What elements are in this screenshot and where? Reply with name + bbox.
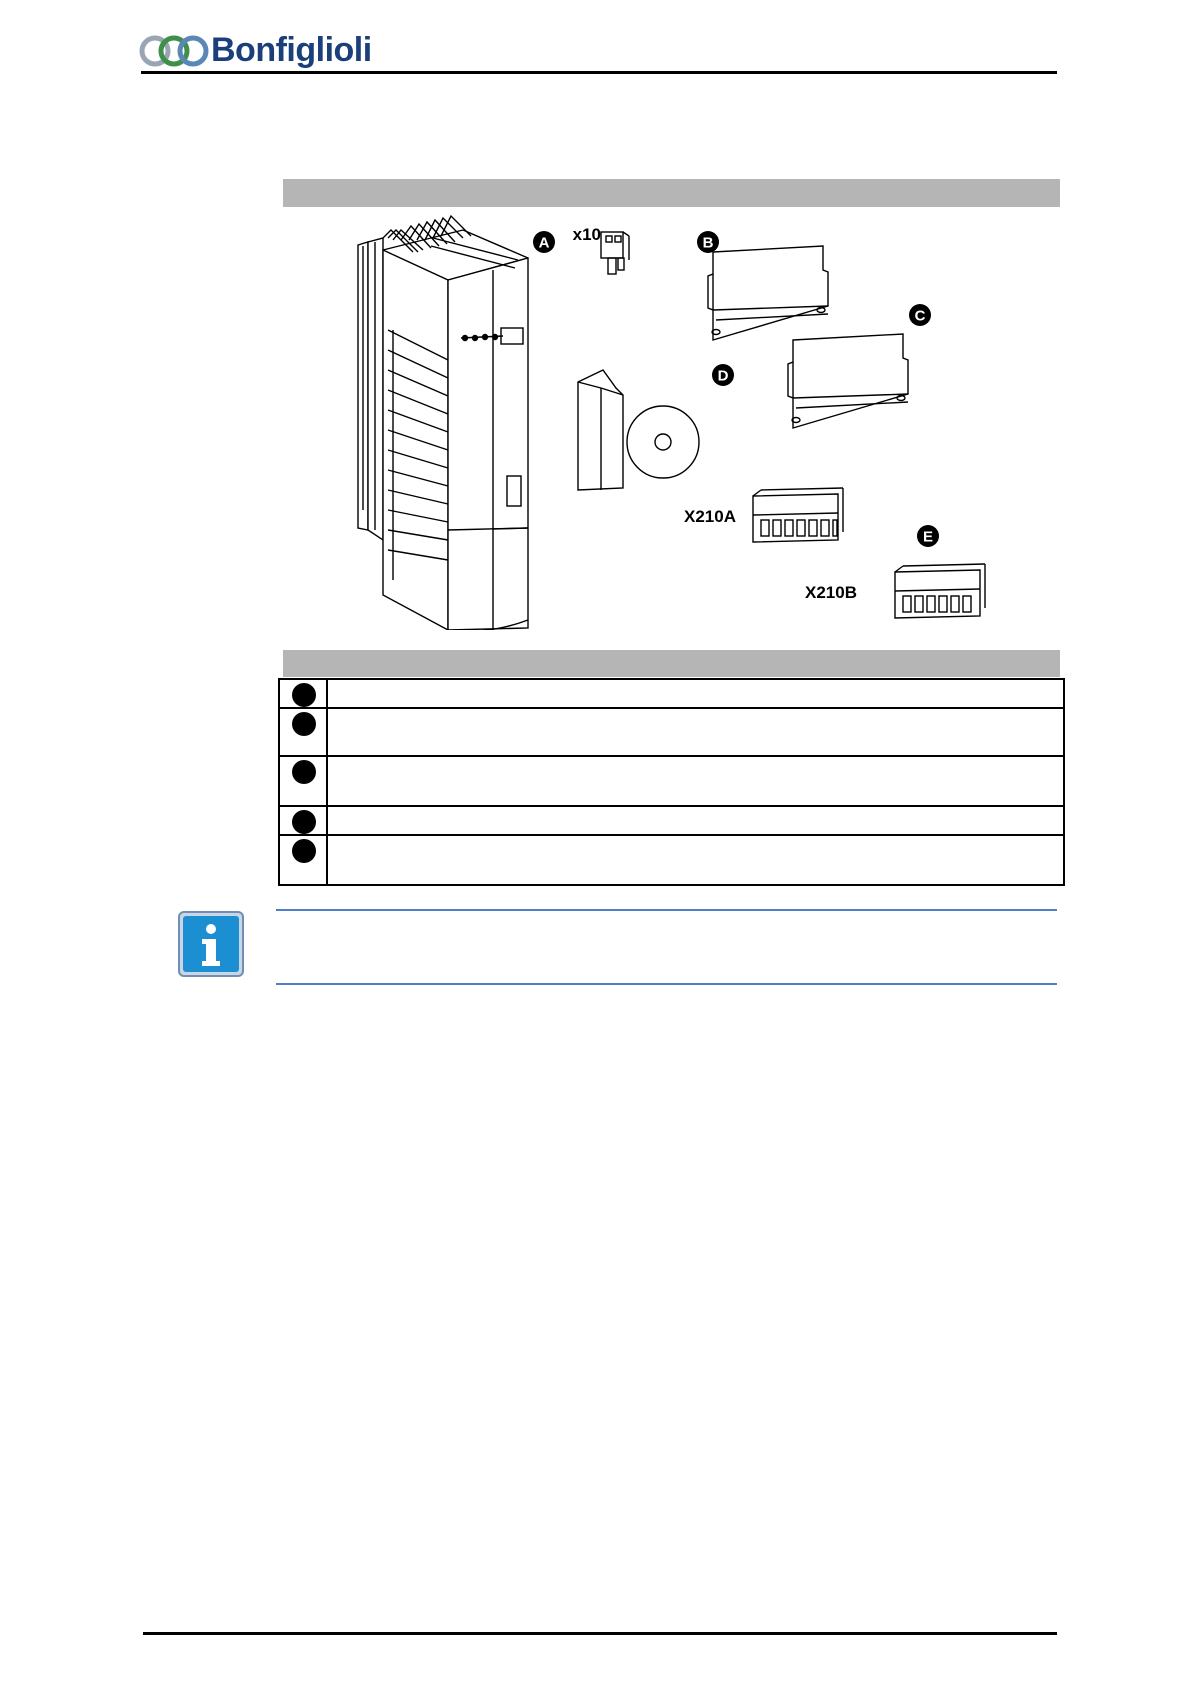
callout-label-e: E	[922, 528, 934, 546]
table-row	[279, 835, 1064, 885]
item-description-cell	[327, 679, 1064, 708]
terminal-block-x210a-illustration	[753, 488, 843, 542]
item-marker-cell	[279, 756, 327, 806]
item-description-cell	[327, 708, 1064, 756]
item-marker-cell	[279, 708, 327, 756]
callout-label-a: A	[538, 234, 550, 252]
table-row	[279, 679, 1064, 708]
connector-label-x210a: X210A	[684, 507, 736, 526]
black-circle-bullet-icon	[292, 712, 316, 736]
info-note-top-rule	[276, 909, 1057, 911]
item-marker-cell	[279, 835, 327, 885]
brand-name: Bonfiglioli	[211, 31, 372, 69]
callout-badge-e	[917, 525, 939, 547]
mounting-bracket-illustration	[708, 246, 908, 428]
cd-rom-illustration	[627, 406, 699, 478]
manual-booklet-illustration	[578, 370, 623, 490]
table-row	[279, 756, 1064, 806]
callout-badge-d	[712, 364, 734, 386]
item-description-cell	[327, 756, 1064, 806]
company-logo	[139, 30, 399, 70]
black-circle-bullet-icon	[292, 839, 316, 863]
info-icon	[178, 911, 244, 977]
item-marker-cell	[279, 679, 327, 708]
item-description-cell	[327, 835, 1064, 885]
info-note-bottom-rule	[276, 983, 1057, 985]
connector-label-x210b: X210B	[805, 583, 857, 602]
item-description-cell	[327, 806, 1064, 835]
footer-divider	[143, 1632, 1057, 1635]
callout-label-b: B	[702, 234, 714, 252]
inverter-unit-illustration	[358, 216, 528, 630]
item-list-table	[278, 678, 1065, 886]
terminal-block-x210b-illustration	[895, 564, 985, 618]
table-row	[279, 806, 1064, 835]
header-divider	[141, 71, 1057, 74]
callout-label-c: C	[914, 307, 926, 325]
scope-of-delivery-figure	[283, 210, 1060, 630]
plug-connector-illustration	[601, 232, 629, 274]
black-circle-bullet-icon	[292, 810, 316, 834]
callout-badge-a	[533, 231, 555, 253]
item-list-caption-bar	[283, 650, 1060, 677]
figure-caption-bar	[283, 179, 1060, 207]
quantity-label: x10	[572, 225, 601, 244]
callout-badge-b	[697, 231, 719, 253]
item-marker-cell	[279, 806, 327, 835]
black-circle-bullet-icon	[292, 683, 316, 707]
black-circle-bullet-icon	[292, 760, 316, 784]
table-row	[279, 708, 1064, 756]
callout-label-d: D	[717, 367, 729, 385]
callout-badge-c	[909, 304, 931, 326]
bonfiglioli-rings-logo-icon	[139, 30, 211, 70]
